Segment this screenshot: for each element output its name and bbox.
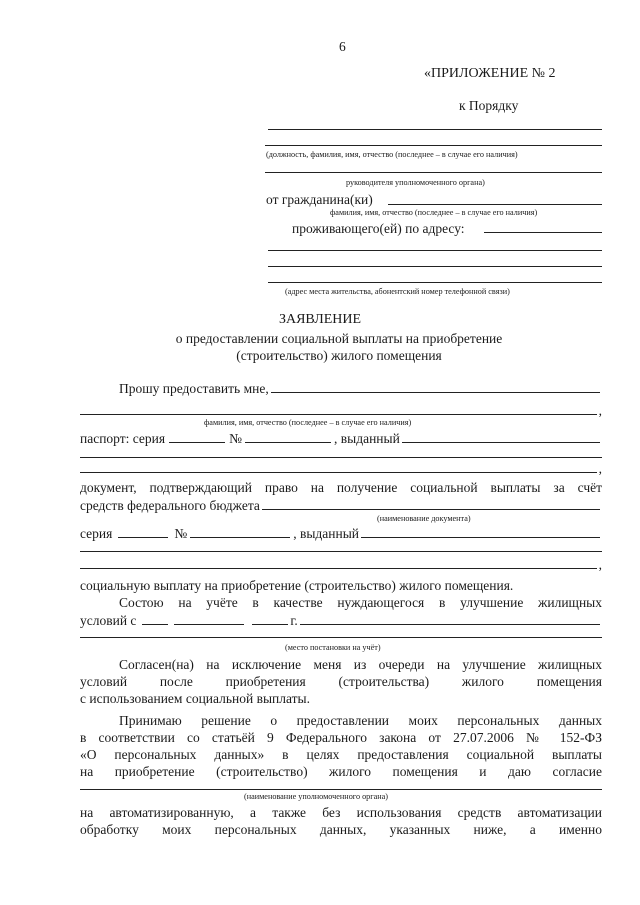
doc-series-row (80, 526, 602, 541)
registration-month-field[interactable] (174, 613, 244, 625)
number-sign: № (229, 431, 243, 446)
page-number: 6 (339, 39, 346, 54)
recipient-field[interactable] (80, 403, 597, 415)
hint-doc-name: (наименование документа) (377, 514, 471, 523)
issued-label: , выданный (334, 431, 400, 446)
passport-issuer-field[interactable] (402, 431, 600, 443)
doc-number-field[interactable] (190, 526, 290, 538)
consent-line-2: условий после приобретения (строительства) жилого помещения (80, 674, 602, 689)
auto-line: на автоматизированную, а также без использования средств автоматизации (80, 805, 602, 820)
address-field[interactable] (268, 282, 602, 283)
hint-position: (должность, фамилия, имя, отчество (последнее – в случае его наличия) (266, 150, 518, 159)
doc-line-1: документ, подтверждающий право на получение социальной выплаты за счёт (80, 480, 602, 495)
passport-row (80, 431, 602, 446)
year-suffix: г. (290, 613, 298, 628)
title-line-2: (строительство) жилого помещения (236, 348, 442, 363)
doc-issuer-field[interactable] (361, 526, 600, 538)
number-sign: № (174, 526, 188, 541)
registration-day-field[interactable] (142, 613, 168, 625)
series-label: серия (80, 526, 113, 541)
hint-head: руководителя уполномоченного органа) (346, 178, 485, 187)
addressee-line[interactable] (265, 145, 602, 146)
address-field[interactable] (484, 232, 602, 233)
passport-series-field[interactable] (169, 431, 225, 443)
decision-line-1: Принимаю решение о предоставлении моих персональных данных (119, 713, 602, 728)
comma: , (598, 461, 602, 476)
conditions-from-label: условий с (80, 613, 137, 628)
consent-line-3: с использованием социальной выплаты. (80, 691, 310, 706)
passport-issuer-field[interactable] (80, 457, 602, 458)
issued-label: , выданный (293, 526, 360, 541)
citizen-name-field[interactable] (388, 204, 602, 205)
registration-place-field[interactable] (300, 613, 600, 625)
from-citizen-label: от гражданина(ки) (266, 192, 373, 207)
doc-name-row (80, 498, 602, 513)
hint-citizen-name: фамилия, имя, отчество (последнее – в случае его наличия) (330, 208, 538, 217)
residing-label: проживающего(ей) по адресу: (292, 221, 465, 236)
request-row (119, 381, 602, 396)
registration-place-field[interactable] (80, 637, 602, 638)
passport-series-label: паспорт: серия (80, 431, 166, 446)
doc-line-2: средств федерального бюджета (80, 498, 260, 513)
comma: , (598, 403, 602, 418)
appendix-title: «ПРИЛОЖЕНИЕ № 2 (424, 66, 556, 81)
hint-address: (адрес места жительства, абонентский номер телефонной связи) (285, 287, 510, 296)
address-field[interactable] (268, 250, 602, 251)
document-title: ЗАЯВЛЕНИЕ (278, 312, 362, 327)
doc-issuer-row (80, 557, 602, 572)
request-label: Прошу предоставить мне, (119, 381, 269, 396)
issuer-row (80, 461, 602, 476)
title-line-1: о предоставлении социальной выплаты на приобретение (175, 331, 503, 346)
recipient-field[interactable] (271, 381, 600, 393)
registered-line-1: Состою на учёте в качестве нуждающегося в улучшение жилищных (119, 595, 602, 610)
processing-line: обработку моих персональных данных, указанных ниже, а именно (80, 822, 602, 837)
passport-issuer-field[interactable] (80, 461, 597, 473)
doc-name-field[interactable] (262, 498, 600, 510)
passport-number-field[interactable] (245, 431, 331, 443)
comma: , (598, 557, 602, 572)
hint-registration-place: (место постановки на учёт) (285, 643, 381, 652)
payment-line: социальную выплату на приобретение (строительство) жилого помещения. (80, 578, 514, 593)
decision-line-4: на приобретение (строительство) жилого помещения и даю согласие (80, 764, 602, 779)
doc-issuer-field[interactable] (80, 551, 602, 552)
doc-issuer-field[interactable] (80, 557, 597, 569)
addressee-line[interactable] (265, 172, 602, 173)
addressee-line[interactable] (268, 129, 602, 130)
authority-name-field[interactable] (80, 789, 602, 790)
doc-series-field[interactable] (118, 526, 168, 538)
decision-line-2: в соответствии со статьёй 9 Федерального закона от 27.07.2006 № 152-ФЗ (80, 730, 602, 745)
hint-authority: (наименование уполномоченного органа) (244, 792, 389, 801)
registration-year-field[interactable] (252, 613, 288, 625)
appendix-to: к Порядку (459, 98, 519, 113)
hint-fio: фамилия, имя, отчество (последнее – в случае его наличия) (204, 418, 412, 427)
recipient-row (80, 403, 602, 418)
consent-line-1: Согласен(на) на исключение меня из очереди на улучшение жилищных (119, 657, 602, 672)
registration-date-row (80, 613, 602, 628)
address-field[interactable] (268, 266, 602, 267)
decision-line-3: «О персональных данных» в целях предоставления социальной выплаты (80, 747, 602, 762)
